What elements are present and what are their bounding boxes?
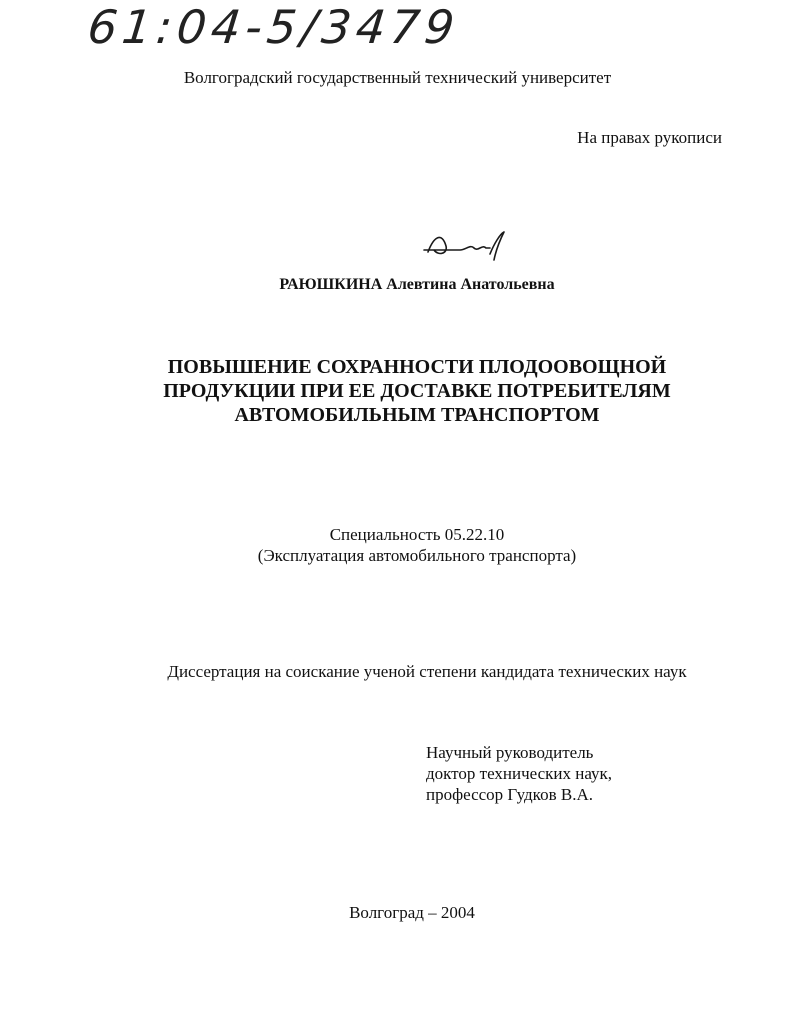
supervisor-role: Научный руководитель [426,743,594,762]
degree-statement: Диссертация на соискание ученой степени кандидата технических наук [167,662,687,681]
specialty-block [0,524,795,566]
supervisor-block [426,742,612,805]
supervisor-degree: доктор технических наук, [426,764,613,783]
title-line: ПРОДУКЦИИ ПРИ ЕЕ ДОСТАВКЕ ПОТРЕБИТЕЛЯМ [163,380,671,402]
handwritten-catalog-number: 61:04-5/3479 [85,0,462,54]
city-year: Волгоград – 2004 [349,903,475,922]
author-name: РАЮШКИНА Алевтина Анатольевна [279,276,555,293]
specialty-code: Специальность 05.22.10 [329,525,505,544]
title-line: АВТОМОБИЛЬНЫМ ТРАНСПОРТОМ [234,404,600,426]
supervisor-name: профессор Гудков В.А. [426,785,593,804]
title-line: ПОВЫШЕНИЕ СОХРАННОСТИ ПЛОДООВОЩНОЙ [167,356,667,378]
dissertation-title [0,355,795,427]
specialty-name: (Эксплуатация автомобильного транспорта) [257,546,577,565]
institution-name: Волгоградский государственный технический университет [183,68,612,87]
signature-icon [420,226,510,266]
manuscript-rights-note: На правах рукописи [577,128,722,147]
